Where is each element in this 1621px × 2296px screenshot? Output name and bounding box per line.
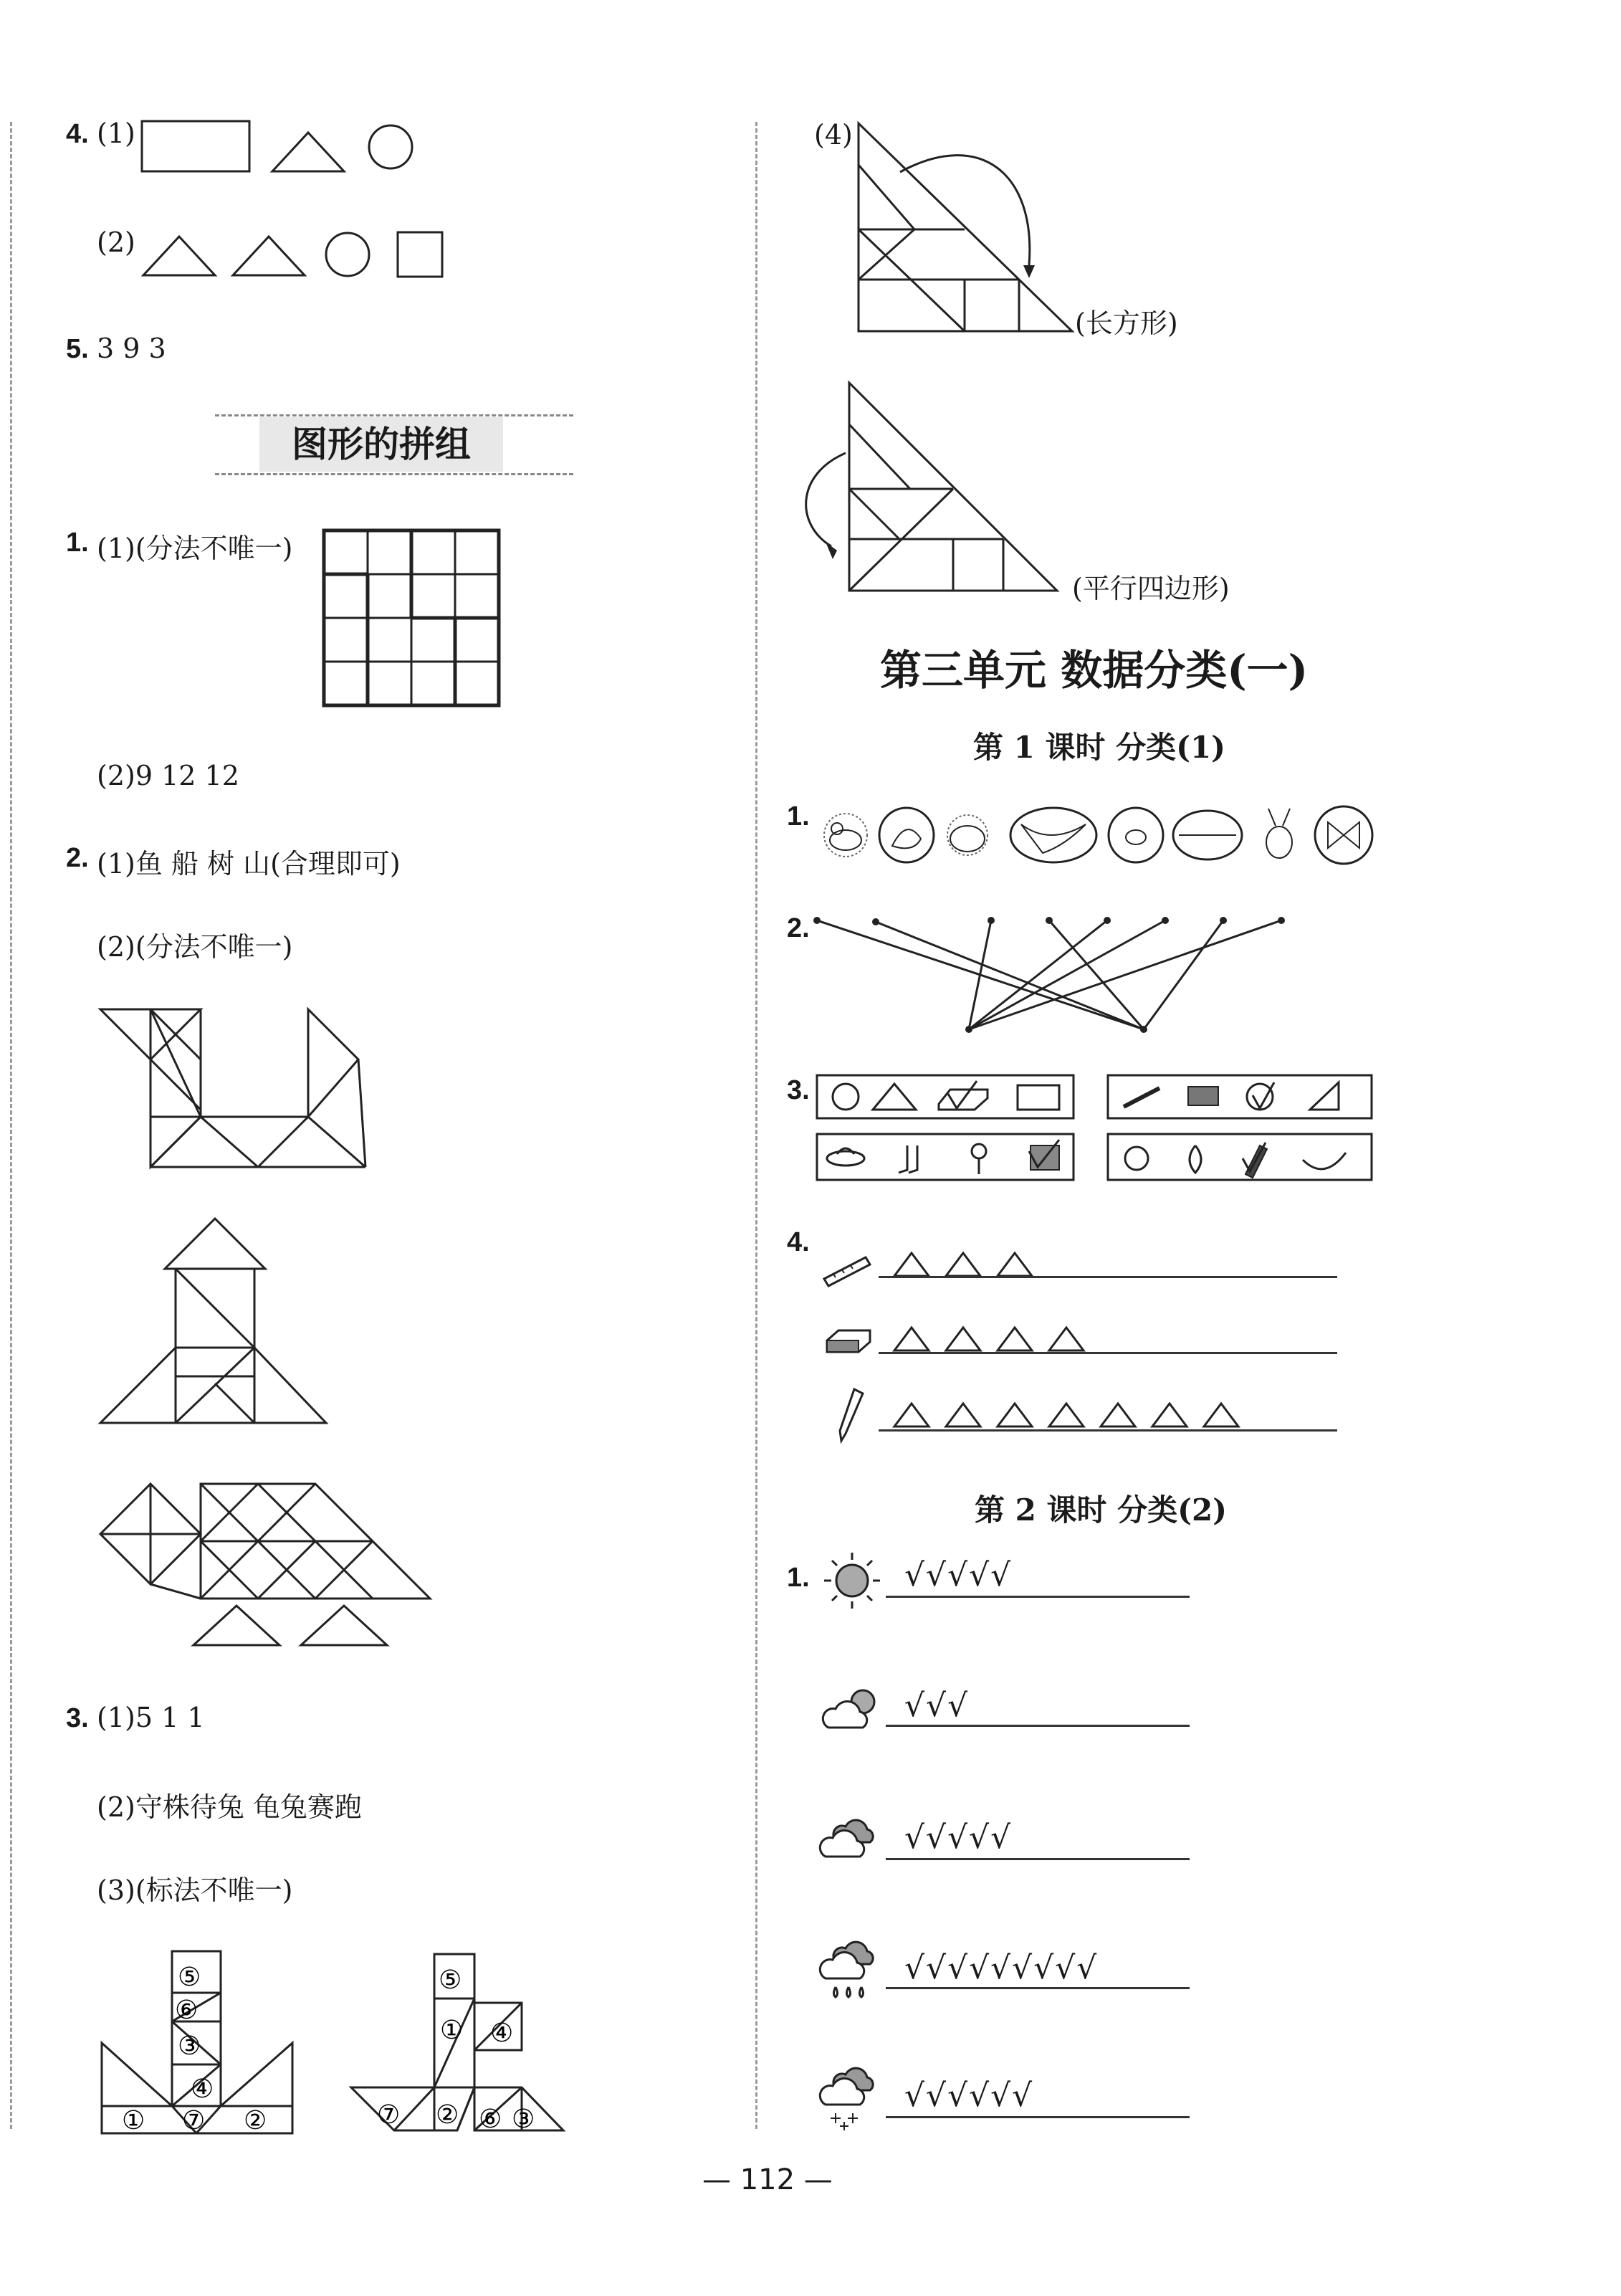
tangram-numbered-right	[350, 1953, 565, 2132]
fig3-left-label-4: ④	[191, 2075, 214, 2104]
r-q4-label: (4)	[814, 119, 853, 151]
fig3-right-label-2: ①	[440, 2016, 464, 2045]
s3-number: 3.	[66, 1703, 89, 1733]
snow-icon	[817, 2062, 889, 2133]
left-margin-dash	[10, 122, 12, 2129]
tally-row-pencil	[891, 1395, 1278, 1431]
q4-part1-shapes	[136, 118, 423, 176]
bee-icon	[1109, 808, 1163, 862]
partly-cloudy-icon	[817, 1682, 889, 1739]
answer-line-sunny	[886, 1596, 1190, 1598]
s1-part1-label: (1)(分法不唯一)	[97, 533, 293, 564]
s2-part1-label: (1)鱼 船 树 山(合理即可)	[97, 848, 401, 880]
checks-snow: √√√√√√	[904, 2077, 1034, 2114]
checks-sunny: √√√√√	[904, 1557, 1013, 1594]
fig3-right-label-3: ④	[490, 2019, 514, 2048]
l1-q2-number: 2.	[787, 913, 810, 943]
fig3-left-label-1: ⑤	[178, 1963, 201, 1992]
sunny-icon	[820, 1548, 884, 1613]
l1-q3-number: 3.	[787, 1075, 810, 1105]
q4-part1-label: (1)	[97, 118, 135, 149]
rabbit-icon	[1266, 809, 1292, 858]
lesson1-title: 第 1 课时 分类(1)	[973, 730, 1226, 765]
fig3-left-label-3: ③	[178, 2031, 201, 2061]
answer-line-snow	[886, 2116, 1190, 2118]
tangram-boat	[100, 1009, 365, 1174]
q5-answer: 3 9 3	[97, 333, 166, 364]
tangram-numbered-left	[100, 1950, 294, 2136]
fig3-left-label-6: ⑦	[182, 2106, 206, 2135]
answer-line-cloudy	[886, 1858, 1190, 1860]
s2-number: 2.	[66, 843, 89, 873]
s3-part1-answer: (1)5 1 1	[97, 1702, 205, 1733]
parallelogram-label: (平行四边形)	[1072, 573, 1230, 604]
section-title: 图形的拼组	[259, 417, 503, 472]
matching-lines	[810, 912, 1297, 1041]
eraser-icon	[824, 1326, 874, 1362]
lesson2-title: 第 2 课时 分类(2)	[975, 1492, 1228, 1528]
checks-rain: √√√√√√√√√	[904, 1950, 1099, 1986]
section-title-top-dash	[215, 414, 573, 416]
l1-q4-number: 4.	[787, 1227, 810, 1257]
unit-title: 第三单元 数据分类(一)	[880, 646, 1309, 695]
tangram-turtle	[100, 1484, 437, 1649]
animal-sort-icons	[817, 803, 1376, 867]
ruler-icon	[823, 1247, 873, 1290]
answer-line-rain	[886, 1987, 1190, 1989]
s2-part2-label: (2)(分法不唯一)	[97, 931, 293, 963]
s1-grid	[322, 529, 502, 708]
column-divider-dash	[755, 122, 757, 2129]
pencil-icon	[833, 1386, 869, 1444]
dragonfly-icon	[1173, 811, 1242, 859]
rain-icon	[817, 1935, 889, 2007]
fig3-right-label-4: ⑦	[377, 2100, 401, 2130]
swallow-icon	[1010, 808, 1096, 862]
tiger-icon	[947, 815, 988, 855]
tally-row-eraser	[891, 1319, 1121, 1355]
fig3-left-label-2: ⑥	[175, 1996, 199, 2025]
answer-line-ruler	[879, 1276, 1337, 1278]
fig3-right-label-5: ②	[436, 2100, 459, 2130]
s3-part2-answer: (2)守株待兔 龟兔赛跑	[97, 1791, 362, 1823]
s1-part2-answer: (2)9 12 12	[97, 760, 239, 791]
q4-number: 4.	[66, 119, 89, 149]
cloudy-icon	[817, 1814, 889, 1864]
fig3-left-label-7: ②	[244, 2106, 267, 2135]
answer-line-partly-cloudy	[886, 1725, 1190, 1727]
page-number: — 112 —	[702, 2163, 833, 2196]
checks-cloudy: √√√√√	[904, 1819, 1013, 1856]
rectangle-label: (长方形)	[1075, 308, 1178, 339]
tally-row-ruler	[891, 1244, 1063, 1280]
butterfly-icon	[1315, 806, 1372, 864]
l1-q1-number: 1.	[787, 801, 810, 832]
sorting-boxes	[816, 1074, 1374, 1189]
fig3-right-label-7: ③	[512, 2105, 535, 2134]
fig3-right-label-6: ⑥	[479, 2105, 502, 2134]
l2-q1-number: 1.	[787, 1563, 810, 1593]
dog-icon	[824, 814, 867, 857]
fig3-right-label-1: ⑤	[439, 1966, 462, 1995]
tangram-tower	[100, 1219, 330, 1426]
q4-part2-label: (2)	[97, 227, 135, 258]
answer-line-eraser	[879, 1352, 1337, 1354]
triangle-to-parallelogram	[795, 381, 1068, 596]
section-title-bottom-dash	[215, 473, 573, 475]
s1-number: 1.	[66, 528, 89, 558]
squirrel-icon	[879, 808, 934, 862]
answer-line-pencil	[879, 1429, 1337, 1432]
q4-part2-shapes	[143, 222, 451, 280]
q5-number: 5.	[66, 334, 89, 364]
s3-part3-label: (3)(标法不唯一)	[97, 1875, 293, 1906]
checks-partly-cloudy: √√√	[904, 1687, 970, 1724]
fig3-left-label-5: ①	[122, 2106, 145, 2135]
